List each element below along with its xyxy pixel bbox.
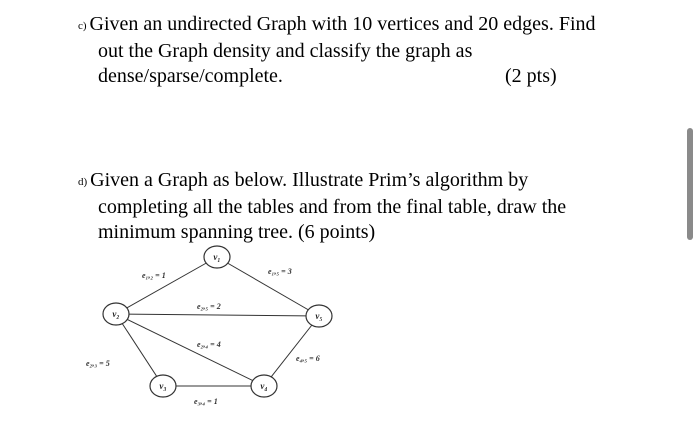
- vertex-v1-label: v₁: [213, 252, 221, 262]
- edge-v2-v3: [116, 314, 163, 386]
- vertical-scrollbar[interactable]: [687, 128, 693, 240]
- question-d-line-1: [78, 168, 638, 195]
- edge-v3-v4-label: e₃,₄ = 1: [194, 397, 218, 406]
- question-c-line-2: out the Graph density and classify the graph as: [98, 40, 473, 62]
- vertex-v4-label: v₄: [260, 381, 268, 391]
- question-d-text-1: Given a Graph as below. Illustrate Prim’s algorithm by: [90, 169, 529, 191]
- edge-v4-v5: [264, 316, 319, 386]
- edge-v2-v5: [116, 314, 319, 316]
- question-c-marker: c): [78, 20, 87, 32]
- vertex-v3-label: v₃: [159, 381, 167, 391]
- question-d: [78, 168, 638, 245]
- edge-v2-v4-label: e₂,₄ = 4: [197, 340, 221, 349]
- edge-v2-v3-label: e₂,₃ = 5: [86, 359, 110, 368]
- edge-v2-v5-label: e₂,₅ = 2: [197, 302, 221, 311]
- edge-v1-v2-label: e₁,₂ = 1: [142, 271, 166, 280]
- question-d-line-3: minimum spanning tree. (6 points): [98, 221, 376, 243]
- question-c-text-1: Given an undirected Graph with 10 vertices and 20 edges. Find: [89, 13, 596, 35]
- question-c-points: (2 pts): [505, 65, 557, 87]
- question-d-line-2: completing all the tables and from the final table, draw the: [98, 196, 567, 218]
- edge-v1-v5: [217, 257, 319, 316]
- question-d-marker: d): [78, 176, 88, 188]
- question-c-line-3: [78, 64, 638, 89]
- question-c: [78, 12, 638, 89]
- vertex-v2-label: v₂: [112, 309, 120, 319]
- graph-diagram: [86, 242, 346, 412]
- vertex-v5-label: v₅: [315, 311, 323, 321]
- edge-v2-v4: [116, 314, 264, 386]
- edge-v1-v5-label: e₁,₅ = 3: [268, 267, 292, 276]
- question-c-line-1: [78, 12, 638, 39]
- edge-v4-v5-label: e₄,₅ = 6: [296, 354, 320, 363]
- question-c-text-3: dense/sparse/complete.: [98, 65, 283, 87]
